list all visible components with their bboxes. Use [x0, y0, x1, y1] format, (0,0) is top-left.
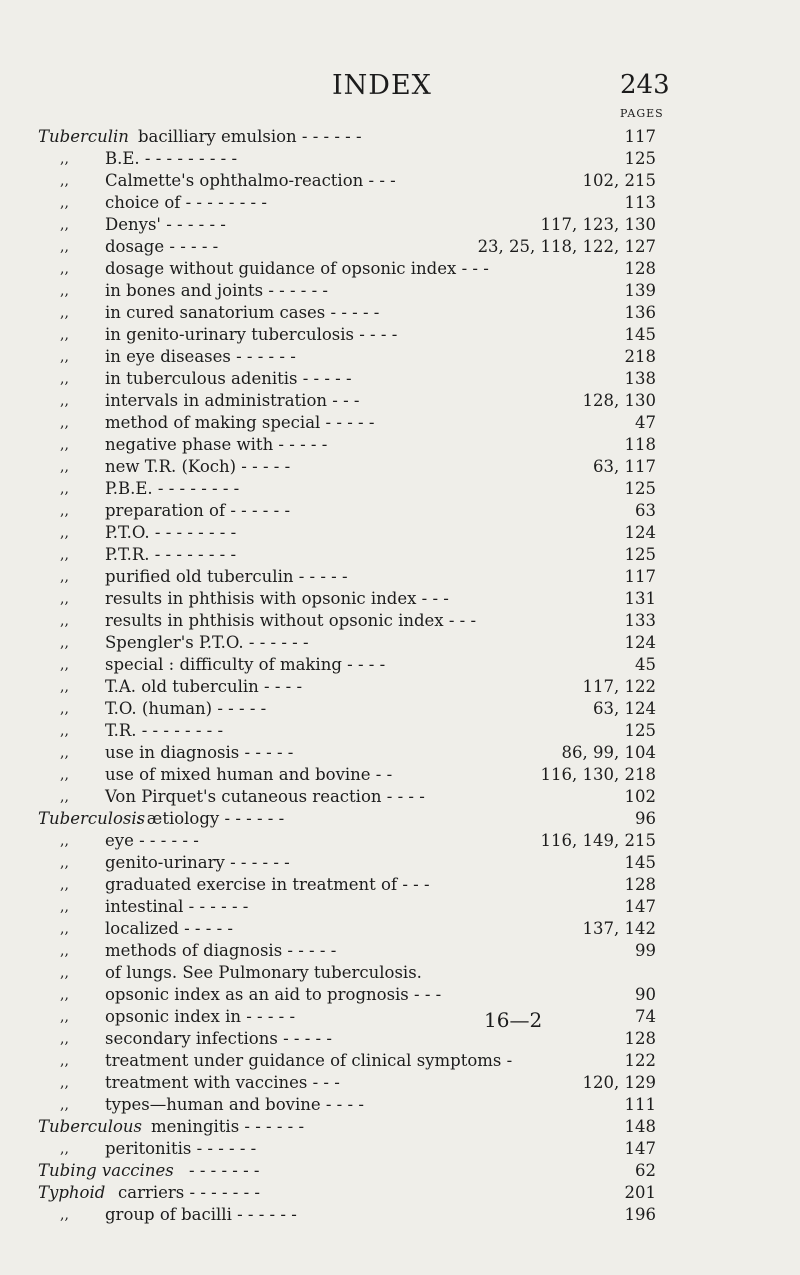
entry-pages: 45	[635, 655, 656, 674]
printer-signature: 16—2	[484, 1008, 543, 1032]
entry-subheading: treatment with vaccines - - -	[105, 1073, 340, 1092]
entry-subheading: use in diagnosis - - - - -	[105, 743, 294, 762]
entry-pages: 90	[635, 985, 656, 1004]
index-entry	[0, 1050, 800, 1072]
entry-pages: 23, 25, 118, 122, 127	[477, 237, 656, 256]
ditto-mark: ,,	[60, 679, 69, 695]
ditto-mark: ,,	[60, 877, 69, 893]
entry-pages: 63, 117	[593, 457, 656, 476]
entry-subheading: P.B.E. - - - - - - - -	[105, 479, 240, 498]
ditto-mark: ,,	[60, 569, 69, 585]
entry-heading: Typhoid	[38, 1183, 106, 1202]
entry-pages: 128, 130	[582, 391, 656, 410]
index-entry	[0, 346, 800, 368]
entry-subheading: meningitis - - - - - -	[151, 1117, 305, 1136]
page-title: INDEX	[332, 70, 432, 101]
entry-subheading: preparation of - - - - - -	[105, 501, 291, 520]
entry-subheading: dosage - - - - -	[105, 237, 219, 256]
entry-subheading: types—human and bovine - - - -	[105, 1095, 364, 1114]
entry-subheading: negative phase with - - - - -	[105, 435, 328, 454]
index-entry	[0, 654, 800, 676]
entry-pages: 122	[624, 1051, 656, 1070]
index-entry	[0, 632, 800, 654]
index-entry	[0, 1160, 800, 1182]
entry-subheading: purified old tuberculin - - - - -	[105, 567, 348, 586]
entry-pages: 125	[624, 479, 656, 498]
entry-pages: 138	[624, 369, 656, 388]
entry-subheading: in cured sanatorium cases - - - - -	[105, 303, 380, 322]
entry-pages: 133	[624, 611, 656, 630]
index-entry	[0, 434, 800, 456]
index-entry	[0, 390, 800, 412]
entry-pages: 99	[635, 941, 656, 960]
index-entry	[0, 324, 800, 346]
entry-pages: 63, 124	[593, 699, 656, 718]
index-entries	[0, 126, 800, 1226]
entry-pages: 196	[624, 1205, 656, 1224]
index-entry	[0, 148, 800, 170]
entry-subheading: in bones and joints - - - - - -	[105, 281, 328, 300]
entry-subheading: eye - - - - - -	[105, 831, 199, 850]
index-entry	[0, 764, 800, 786]
index-entry	[0, 830, 800, 852]
entry-subheading: dosage without guidance of opsonic index - - -	[105, 259, 489, 278]
index-entry	[0, 786, 800, 808]
ditto-mark: ,,	[60, 349, 69, 365]
entry-subheading: new T.R. (Koch) - - - - -	[105, 457, 291, 476]
entry-heading: Tubing vaccines	[38, 1161, 174, 1180]
index-entry	[0, 170, 800, 192]
entry-heading: Tuberculosis	[38, 809, 146, 828]
ditto-mark: ,,	[60, 1097, 69, 1113]
index-entry	[0, 984, 800, 1006]
index-entry	[0, 192, 800, 214]
index-entry	[0, 588, 800, 610]
entry-subheading: special : difficulty of making - - - -	[105, 655, 386, 674]
index-entry	[0, 500, 800, 522]
ditto-mark: ,,	[60, 1075, 69, 1091]
entry-pages: 116, 130, 218	[540, 765, 656, 784]
ditto-mark: ,,	[60, 701, 69, 717]
entry-subheading: in eye diseases - - - - - -	[105, 347, 296, 366]
index-entry	[0, 258, 800, 280]
index-entry	[0, 874, 800, 896]
entry-pages: 128	[624, 875, 656, 894]
entry-heading: Tuberculous	[38, 1117, 143, 1136]
index-entry	[0, 1094, 800, 1116]
ditto-mark: ,,	[60, 1009, 69, 1025]
ditto-mark: ,,	[60, 371, 69, 387]
ditto-mark: ,,	[60, 657, 69, 673]
index-entry	[0, 1028, 800, 1050]
entry-pages: 201	[624, 1183, 656, 1202]
entry-subheading: treatment under guidance of clinical symptoms -	[105, 1051, 513, 1070]
entry-pages: 116, 149, 215	[540, 831, 656, 850]
entry-subheading: Calmette's ophthalmo-reaction - - -	[105, 171, 396, 190]
entry-subheading: secondary infections - - - - -	[105, 1029, 332, 1048]
ditto-mark: ,,	[60, 393, 69, 409]
ditto-mark: ,,	[60, 965, 69, 981]
index-entry	[0, 1006, 800, 1028]
page-header	[0, 70, 800, 102]
index-entry	[0, 896, 800, 918]
entry-pages: 62	[635, 1161, 656, 1180]
entry-pages: 136	[624, 303, 656, 322]
index-entry	[0, 1116, 800, 1138]
entry-subheading: P.T.R. - - - - - - - -	[105, 545, 237, 564]
ditto-mark: ,,	[60, 1141, 69, 1157]
index-entry	[0, 698, 800, 720]
ditto-mark: ,,	[60, 415, 69, 431]
ditto-mark: ,,	[60, 613, 69, 629]
entry-subheading: peritonitis - - - - - -	[105, 1139, 257, 1158]
entry-pages: 118	[624, 435, 656, 454]
entry-pages: 145	[624, 853, 656, 872]
entry-subheading: bacilliary emulsion - - - - - -	[138, 127, 362, 146]
entry-pages: 148	[624, 1117, 656, 1136]
entry-subheading: choice of - - - - - - - -	[105, 193, 267, 212]
ditto-mark: ,,	[60, 833, 69, 849]
entry-pages: 117	[624, 127, 656, 146]
entry-pages: 74	[635, 1007, 656, 1026]
ditto-mark: ,,	[60, 591, 69, 607]
entry-pages: 125	[624, 545, 656, 564]
entry-pages: 137, 142	[582, 919, 656, 938]
entry-subheading: localized - - - - -	[105, 919, 233, 938]
entry-pages: 128	[624, 1029, 656, 1048]
ditto-mark: ,,	[60, 525, 69, 541]
index-entry	[0, 1182, 800, 1204]
ditto-mark: ,,	[60, 195, 69, 211]
entry-pages: 124	[624, 523, 656, 542]
ditto-mark: ,,	[60, 745, 69, 761]
entry-subheading: method of making special - - - - -	[105, 413, 375, 432]
entry-subheading: - - - - - - -	[189, 1161, 260, 1180]
index-entry	[0, 214, 800, 236]
entry-pages: 147	[624, 1139, 656, 1158]
entry-pages: 111	[624, 1095, 656, 1114]
entry-pages: 145	[624, 325, 656, 344]
index-entry	[0, 808, 800, 830]
entry-pages: 113	[624, 193, 656, 212]
entry-subheading: results in phthisis without opsonic index - - -	[105, 611, 477, 630]
ditto-mark: ,,	[60, 635, 69, 651]
ditto-mark: ,,	[60, 217, 69, 233]
entry-subheading: Von Pirquet's cutaneous reaction - - - -	[105, 787, 425, 806]
ditto-mark: ,,	[60, 173, 69, 189]
index-entry	[0, 544, 800, 566]
ditto-mark: ,,	[60, 305, 69, 321]
entry-pages: 117, 122	[582, 677, 656, 696]
index-entry	[0, 236, 800, 258]
entry-pages: 47	[635, 413, 656, 432]
ditto-mark: ,,	[60, 987, 69, 1003]
entry-pages: 218	[624, 347, 656, 366]
ditto-mark: ,,	[60, 481, 69, 497]
entry-pages: 128	[624, 259, 656, 278]
entry-subheading: group of bacilli - - - - - -	[105, 1205, 297, 1224]
ditto-mark: ,,	[60, 503, 69, 519]
entry-subheading: Denys' - - - - - -	[105, 215, 226, 234]
index-entry	[0, 940, 800, 962]
entry-subheading: of lungs. See Pulmonary tuberculosis.	[105, 963, 422, 982]
index-entry	[0, 1204, 800, 1226]
entry-pages: 125	[624, 149, 656, 168]
index-entry	[0, 456, 800, 478]
ditto-mark: ,,	[60, 459, 69, 475]
entry-subheading: use of mixed human and bovine - -	[105, 765, 393, 784]
entry-pages: 125	[624, 721, 656, 740]
index-entry	[0, 676, 800, 698]
entry-pages: 120, 129	[582, 1073, 656, 1092]
ditto-mark: ,,	[60, 1031, 69, 1047]
ditto-mark: ,,	[60, 855, 69, 871]
index-entry	[0, 742, 800, 764]
ditto-mark: ,,	[60, 151, 69, 167]
entry-pages: 117	[624, 567, 656, 586]
entry-subheading: T.A. old tuberculin - - - -	[105, 677, 303, 696]
ditto-mark: ,,	[60, 723, 69, 739]
entry-subheading: intestinal - - - - - -	[105, 897, 249, 916]
index-entry	[0, 918, 800, 940]
index-entry	[0, 478, 800, 500]
index-entry	[0, 368, 800, 390]
index-entry	[0, 302, 800, 324]
entry-heading: Tuberculin	[38, 127, 129, 146]
entry-pages: 131	[624, 589, 656, 608]
entry-subheading: graduated exercise in treatment of - - -	[105, 875, 430, 894]
ditto-mark: ,,	[60, 1207, 69, 1223]
ditto-mark: ,,	[60, 921, 69, 937]
index-entry	[0, 566, 800, 588]
entry-subheading: Spengler's P.T.O. - - - - - -	[105, 633, 309, 652]
page-number: 243	[620, 70, 670, 100]
entry-pages: 86, 99, 104	[561, 743, 656, 762]
ditto-mark: ,,	[60, 789, 69, 805]
entry-pages: 63	[635, 501, 656, 520]
entry-subheading: T.R. - - - - - - - -	[105, 721, 224, 740]
entry-subheading: : ætiology - - - - - -	[136, 809, 285, 828]
ditto-mark: ,,	[60, 239, 69, 255]
index-entry	[0, 280, 800, 302]
entry-subheading: intervals in administration - - -	[105, 391, 360, 410]
entry-subheading: B.E. - - - - - - - - -	[105, 149, 238, 168]
entry-pages: 102	[624, 787, 656, 806]
ditto-mark: ,,	[60, 899, 69, 915]
index-entry	[0, 1138, 800, 1160]
entry-subheading: opsonic index in - - - - -	[105, 1007, 296, 1026]
index-entry	[0, 962, 800, 984]
entry-subheading: results in phthisis with opsonic index - - -	[105, 589, 449, 608]
ditto-mark: ,,	[60, 261, 69, 277]
entry-pages: 139	[624, 281, 656, 300]
entry-subheading: in tuberculous adenitis - - - - -	[105, 369, 352, 388]
ditto-mark: ,,	[60, 283, 69, 299]
index-entry	[0, 720, 800, 742]
index-entry	[0, 522, 800, 544]
ditto-mark: ,,	[60, 943, 69, 959]
entry-subheading: methods of diagnosis - - - - -	[105, 941, 337, 960]
ditto-mark: ,,	[60, 1053, 69, 1069]
entry-subheading: P.T.O. - - - - - - - -	[105, 523, 237, 542]
entry-subheading: T.O. (human) - - - - -	[105, 699, 267, 718]
index-entry	[0, 412, 800, 434]
entry-pages: 102, 215	[582, 171, 656, 190]
index-entry	[0, 852, 800, 874]
ditto-mark: ,,	[60, 327, 69, 343]
entry-pages: 96	[635, 809, 656, 828]
entry-pages: 117, 123, 130	[540, 215, 656, 234]
ditto-mark: ,,	[60, 767, 69, 783]
pages-column-heading: PAGES	[620, 107, 664, 120]
entry-subheading: opsonic index as an aid to prognosis - - -	[105, 985, 442, 1004]
entry-pages: 147	[624, 897, 656, 916]
entry-subheading: genito-urinary - - - - - -	[105, 853, 290, 872]
index-entry	[0, 126, 800, 148]
entry-subheading: in genito-urinary tuberculosis - - - -	[105, 325, 398, 344]
entry-subheading: carriers - - - - - - -	[118, 1183, 260, 1202]
ditto-mark: ,,	[60, 547, 69, 563]
ditto-mark: ,,	[60, 437, 69, 453]
index-entry	[0, 610, 800, 632]
entry-pages: 124	[624, 633, 656, 652]
index-entry	[0, 1072, 800, 1094]
